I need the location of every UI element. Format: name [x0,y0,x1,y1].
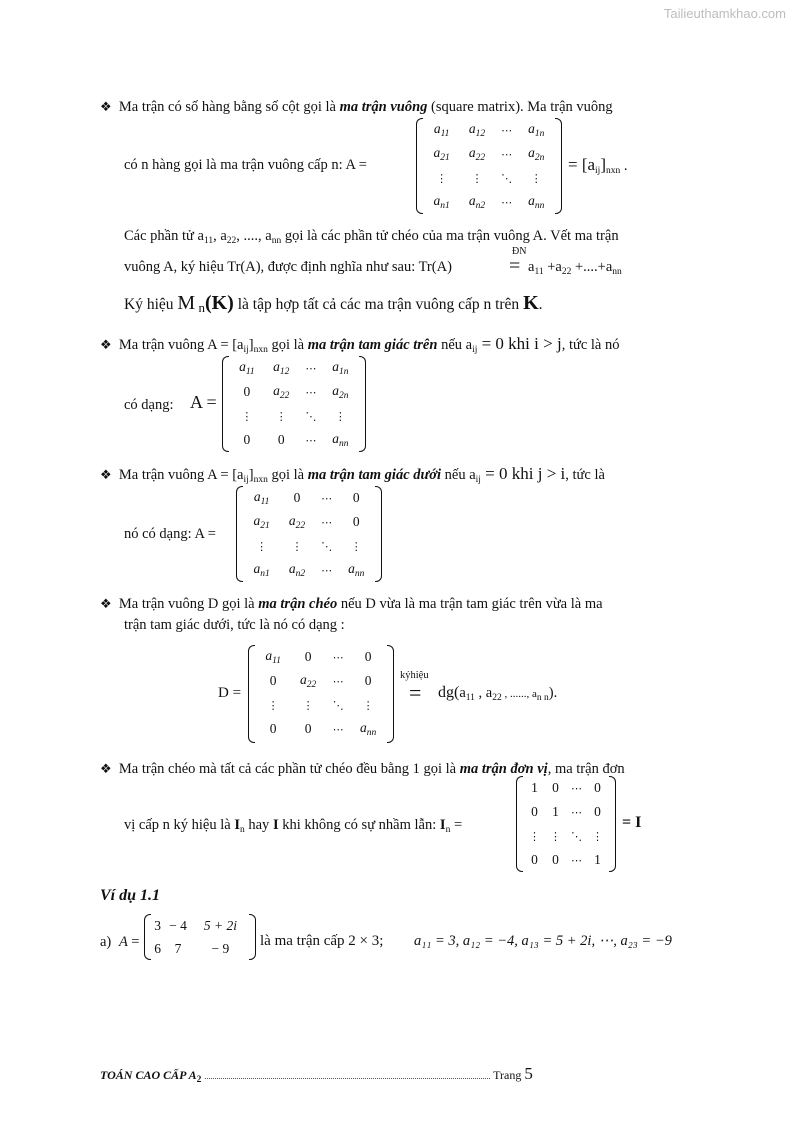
kyhieu-eq: = [409,680,422,705]
example-title: Ví dụ 1.1 [100,887,161,904]
matrix-cell: ⋮ [362,698,374,712]
matrix-cell: 0 [243,384,251,399]
matrix-cell: 0 [277,432,285,447]
trace-formula: $a_{11} +a_{22} +....+a_{nn}$ [528,259,622,277]
matrix-cell: ⋯ [501,123,513,137]
matrix-row [424,142,554,166]
matrix-cell: 0 [552,780,559,795]
matrix-cell: $a_{22}$ [468,145,486,163]
matrix-row [424,190,554,214]
example-matrix [144,914,256,960]
matrix-row [230,404,358,428]
matrix-cell: $a_{nn}$ [528,193,545,211]
square-matrix-line2: có n hàng gọi là ma trận vuông cấp n: A = [124,157,367,173]
matrix-cell: $a_{11}$ [433,121,450,139]
matrix-cell: ⋮ [592,829,603,843]
matrix-cell: ⋮ [302,698,314,712]
matrix-cell: − 9 [211,940,230,956]
matrix-cell: 0 [364,649,372,664]
diagonal-elements-text: Các phần tử $a_{11}$, $a_{22}$, ...., $a_{nn}$ gọi là các phần tử chéo của ma trận vuông A. Vết ma trận [124,228,619,246]
matrix-cell: 0 [594,804,601,819]
matrix-cell: ⋮ [291,539,303,553]
diagonal-line2: trận tam giác dưới, tức là nó có dạng : [124,617,345,633]
matrix-cell: ⋮ [241,409,253,423]
matrix-cell: $a_{2n}$ [332,383,349,401]
matrix-row [424,166,554,190]
diagonal-line1: ❖ Ma trận vuông D gọi là ma trận chéo nếu D vừa là ma trận tam giác trên vừa là ma [100,596,603,612]
example-A: A = [119,934,140,950]
square-matrix-rhs: = $[a_{ij}]_{nxn}$ . [568,155,628,176]
diamond-bullet-icon: ❖ [100,468,112,483]
matrix-row [524,824,608,848]
matrix-cell: ⋯ [571,805,582,819]
identity-rhs: = I [622,814,642,831]
square-matrix [416,118,562,214]
diamond-bullet-icon: ❖ [100,597,112,612]
lower-triangular-matrix [236,486,382,582]
diagonal-matrix [248,645,394,743]
matrix-cell: 1 [552,804,559,819]
matrix-cell: $a_{21}$ [253,513,270,531]
matrix-cell: ⋮ [530,171,542,185]
matrix-cell: $a_{11}$ [265,648,281,666]
example-text: là ma trận cấp 2 × 3; [260,933,384,949]
matrix-cell: ⋱ [305,409,317,423]
matrix-cell: ⋯ [571,853,582,867]
matrix-row [244,534,374,558]
example-label: a) [100,934,112,950]
matrix-cell: 0 [304,721,312,736]
upper-form-label: có dạng: [124,397,174,413]
matrix-cell: ⋱ [321,539,333,553]
example-values: a₁₁ = 3, a₁₂ = −4, a₁₃ = 5 + 2i, ⋯, a₂₃ = −9 [414,933,672,949]
matrix-cell: 0 [293,490,301,505]
upper-A-eq: A = [190,392,217,412]
diamond-bullet-icon: ❖ [100,762,112,777]
matrix-cell: ⋮ [350,539,362,553]
watermark: Tailieuthamkhao.com [663,6,786,21]
matrix-cell: ⋯ [305,433,317,447]
matrix-cell: ⋯ [332,722,344,736]
matrix-cell: $a_{12}$ [273,359,290,377]
matrix-cell: $a_{21}$ [433,145,450,163]
matrix-row [152,937,248,960]
matrix-row [244,510,374,534]
mn-notation: Ký hiệu M $_n$(K) là tập hợp tất cả các ma trận vuông cấp n trên K. [124,292,543,315]
matrix-row [230,380,358,404]
matrix-cell: 6 [154,940,161,956]
matrix-cell: 0 [364,673,372,688]
matrix-cell: 0 [269,721,277,736]
matrix-cell: ⋮ [334,409,346,423]
matrix-row [524,848,608,872]
matrix-cell: $a_{12}$ [468,121,486,139]
matrix-cell: 0 [531,852,538,867]
matrix-cell: $a_{11}$ [253,489,270,507]
matrix-cell: ⋯ [321,563,333,577]
diagonal-D-eq: D = [218,685,242,701]
matrix-cell: ⋯ [332,650,344,664]
footer: TOÁN CAO CẤP $A_2$ ............................................................................................................................................... Trang 5 [100,1064,533,1085]
matrix-cell: ⋱ [571,829,582,843]
matrix-cell: ⋮ [471,171,483,185]
matrix-cell: 0 [352,514,360,529]
diamond-bullet-icon: ❖ [100,338,112,353]
matrix-row [256,645,386,669]
matrix-row [256,693,386,717]
kyhieu-label: kýhiệu [400,670,429,681]
matrix-cell: ⋮ [550,829,561,843]
matrix-cell: $a_{22}$ [299,672,317,690]
matrix-cell: 0 [269,673,277,688]
lower-form-label: nó có dạng: A = [124,526,216,542]
matrix-cell: $a_{11}$ [239,359,255,377]
matrix-cell: ⋮ [436,171,448,185]
matrix-cell: $a_{1n}$ [528,121,545,139]
matrix-cell: ⋮ [256,539,268,553]
dg-notation: $dg(a_{11}$ , $a_{22}$ , ......, $a_{n n}$). [438,684,558,703]
matrix-cell: ⋯ [305,361,317,375]
matrix-cell: 1 [594,852,601,867]
matrix-cell: $a_{1n}$ [332,359,349,377]
matrix-cell: 0 [243,432,251,447]
diamond-bullet-icon: ❖ [100,100,112,115]
upper-triangular-matrix [222,356,366,452]
upper-triangular-line1: ❖ Ma trận vuông $A = [a_{ij}]_{nxn}$ gọi là ma trận tam giác trên nếu $a_{ij} = 0$ khi i > j, tức là nó [100,334,620,355]
matrix-row [424,118,554,142]
matrix-cell: ⋮ [267,698,279,712]
identity-matrix [516,776,616,872]
matrix-cell: 3 [154,917,161,933]
matrix-cell: $a_{n2}$ [288,561,306,579]
matrix-row [230,356,358,380]
matrix-cell: $a_{22}$ [273,383,290,401]
lower-triangular-line1: ❖ Ma trận vuông $A = [a_{ij}]_{nxn}$ gọi là ma trận tam giác dưới nếu $a_{ij} = 0$ khi j > i, tức là [100,464,605,485]
matrix-cell: $a_{n1}$ [433,193,450,211]
identity-line1: ❖ Ma trận chéo mà tất cả các phần tử chéo đều bằng 1 gọi là ma trận đơn vị, ma trận đơn [100,761,625,777]
matrix-cell: ⋯ [321,515,333,529]
matrix-row [152,914,248,937]
matrix-row [244,486,374,510]
square-matrix-line1: ❖ Ma trận có số hàng bằng số cột gọi là ma trận vuông (square matrix). Ma trận vuông [100,99,613,115]
matrix-cell: $a_{nn}$ [332,431,349,449]
matrix-cell: $a_{n2}$ [468,193,486,211]
matrix-cell: ⋯ [332,674,344,688]
matrix-cell: 0 [531,804,538,819]
identity-line2: vị cấp n ký hiệu là $I_n$ hay I khi không có sự nhầm lẫn: $I_n$ = [124,817,463,835]
matrix-cell: ⋯ [305,385,317,399]
matrix-cell: $a_{nn}$ [359,720,377,738]
matrix-cell: ⋯ [321,491,333,505]
matrix-row [524,776,608,800]
dn-label: ĐN [512,246,527,257]
matrix-cell: ⋮ [275,409,287,423]
matrix-cell: 0 [304,649,312,664]
matrix-cell: 0 [552,852,559,867]
matrix-cell: 1 [531,780,538,795]
matrix-cell: $a_{22}$ [288,513,306,531]
matrix-cell: ⋯ [571,781,582,795]
matrix-cell: 0 [352,490,360,505]
matrix-cell: $a_{n1}$ [253,561,270,579]
matrix-cell: $a_{nn}$ [348,561,365,579]
matrix-cell: ⋯ [501,195,513,209]
matrix-cell: 0 [594,780,601,795]
matrix-cell: ⋯ [501,147,513,161]
matrix-cell: $a_{2n}$ [528,145,545,163]
matrix-row [256,717,386,741]
matrix-cell: 5 + 2i [203,917,237,933]
matrix-row [256,669,386,693]
matrix-cell: 7 [174,940,182,956]
matrix-cell: ⋮ [529,829,540,843]
trace-definition: vuông A, ký hiệu Tr(A), được định nghĩa như sau: Tr(A) [124,259,452,275]
matrix-cell: ⋱ [332,698,344,712]
trace-eq: = [509,255,521,277]
matrix-row [230,428,358,452]
matrix-cell: − 4 [169,917,187,933]
matrix-cell: ⋱ [501,171,513,185]
matrix-row [524,800,608,824]
matrix-row [244,558,374,582]
